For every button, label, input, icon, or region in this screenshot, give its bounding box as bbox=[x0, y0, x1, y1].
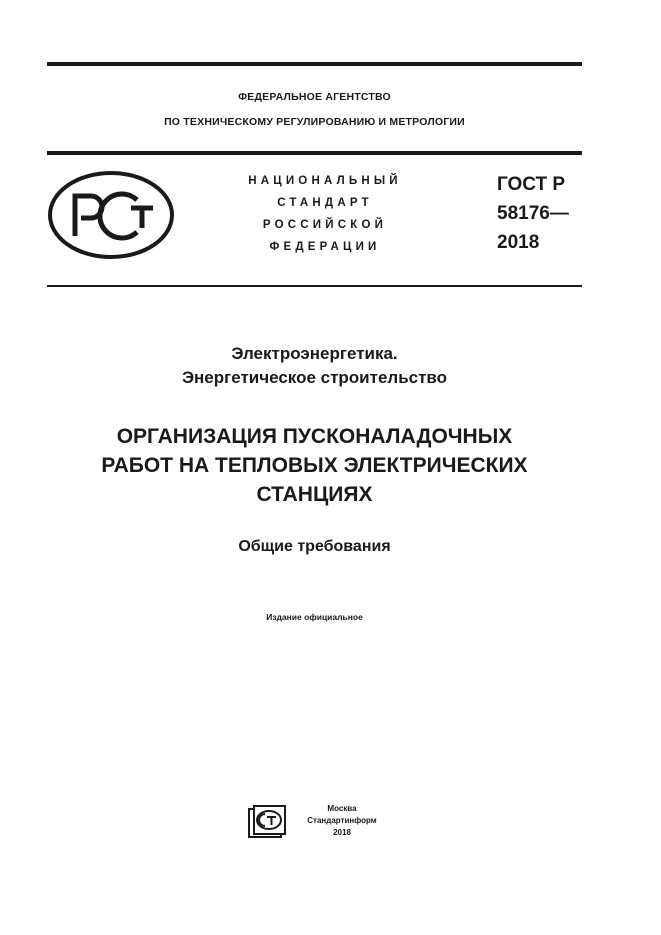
standartinform-logo-icon bbox=[248, 805, 286, 839]
standard-type-line-2: СТАНДАРТ bbox=[277, 197, 373, 209]
title-line-1: ОРГАНИЗАЦИЯ ПУСКОНАЛАДОЧНЫХ bbox=[116, 425, 513, 448]
edition-note: Издание официальное bbox=[266, 612, 363, 622]
standard-type-line-3: РОССИЙСКОЙ bbox=[262, 219, 388, 231]
standard-designation bbox=[497, 170, 597, 257]
standard-type-line-4: ФЕДЕРАЦИИ bbox=[269, 241, 381, 253]
designation-line-3: 2018 bbox=[497, 232, 540, 253]
header-band bbox=[47, 160, 582, 284]
top-rule bbox=[47, 62, 582, 66]
agency-line-2: ПО ТЕХНИЧЕСКОМУ РЕГУЛИРОВАНИЮ И МЕТРОЛОГИИ bbox=[164, 116, 465, 128]
publisher-city: Москва bbox=[327, 804, 357, 813]
header-rule-top bbox=[47, 151, 582, 155]
subject-area bbox=[47, 342, 582, 390]
standard-type bbox=[215, 170, 435, 258]
publisher-text bbox=[292, 803, 392, 839]
publisher-block bbox=[248, 803, 408, 843]
subject-line-1: Электроэнергетика. bbox=[231, 344, 398, 363]
designation-line-1: ГОСТ Р bbox=[497, 174, 566, 195]
standard-type-line-1: НАЦИОНАЛЬНЫЙ bbox=[248, 175, 402, 187]
header-rule-bottom bbox=[47, 285, 582, 287]
publisher-name: Стандартинформ bbox=[307, 816, 377, 825]
designation-line-2: 58176— bbox=[497, 203, 569, 224]
document-title bbox=[47, 422, 582, 509]
rst-certification-logo-icon bbox=[47, 170, 175, 260]
title-line-3: СТАНЦИЯХ bbox=[256, 483, 373, 506]
title-line-2: РАБОТ НА ТЕПЛОВЫХ ЭЛЕКТРИЧЕСКИХ bbox=[101, 454, 528, 477]
document-subtitle: Общие требования bbox=[238, 538, 391, 555]
publisher-year: 2018 bbox=[333, 828, 351, 837]
agency-line-1: ФЕДЕРАЛЬНОЕ АГЕНТСТВО bbox=[238, 91, 391, 103]
subject-line-2: Энергетическое строительство bbox=[181, 368, 448, 387]
